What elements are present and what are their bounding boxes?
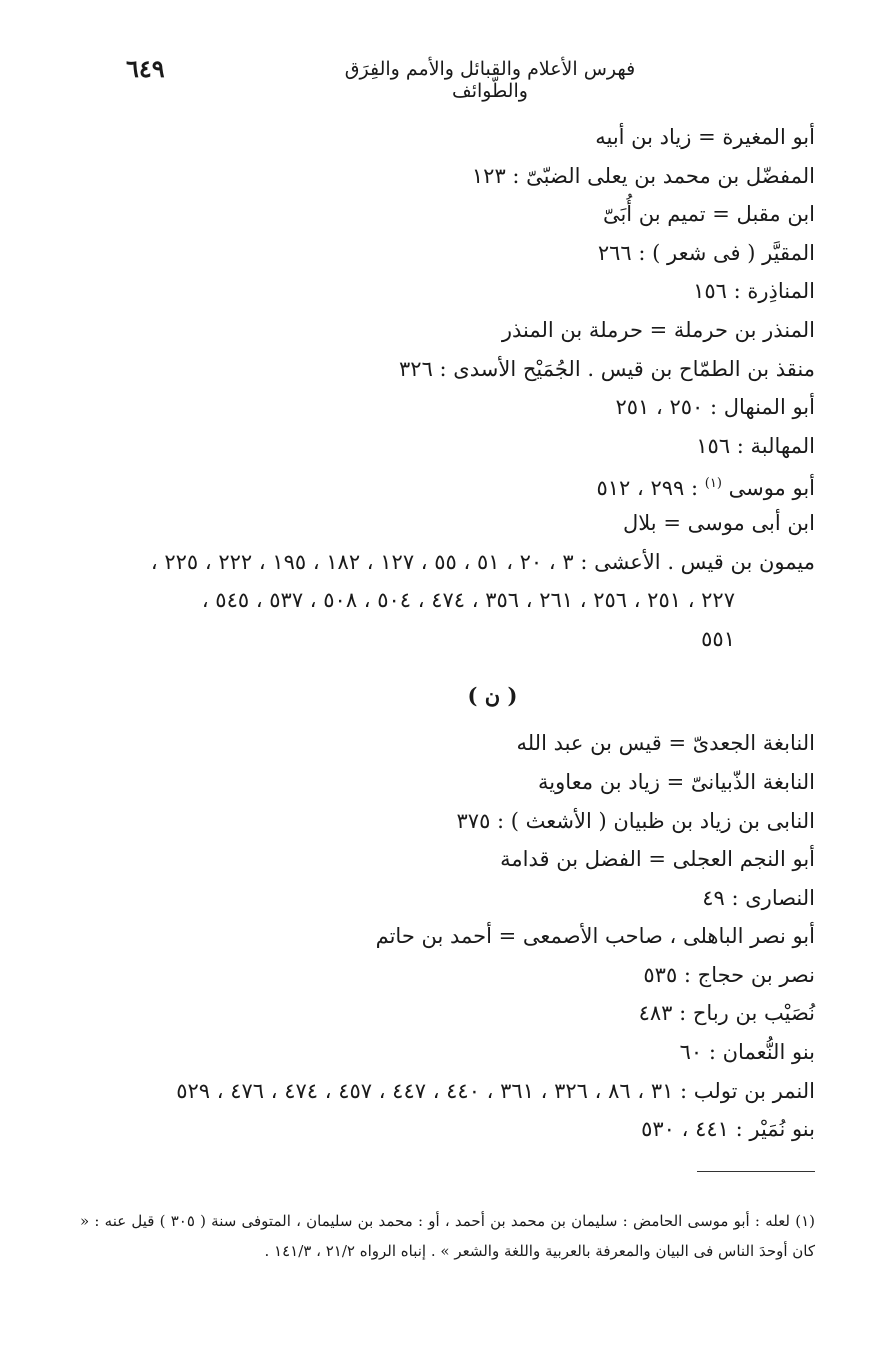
- page-number: ٦٤٩: [126, 54, 165, 83]
- index-entry: المفضّل بن محمد بن يعلى الضبّىّ : ١٢٣: [471, 163, 815, 188]
- index-entry: أبو نصر الباهلى ، صاحب الأصمعى = أحمد بن حاتم: [375, 924, 815, 949]
- index-entry: ميمون بن قيس . الأعشى : ٣ ، ٢٠ ، ٥١ ، ٥٥ ، ١٢٧ ، ١٨٢ ، ١٩٥ ، ٢٢٢ ، ٢٢٥ ،: [150, 549, 815, 574]
- index-entries: [90, 118, 815, 1149]
- footnote-divider: [697, 1171, 815, 1172]
- index-entry: المقيَّر ( فى شعر ) : ٢٦٦: [597, 240, 815, 265]
- entry-pages: : ٢٩٩ ، ٥١٢: [596, 476, 699, 501]
- index-entry: النمر بن تولب : ٣١ ، ٨٦ ، ٣٢٦ ، ٣٦١ ، ٤٤٠ ، ٤٤٧ ، ٤٥٧ ، ٤٧٤ ، ٤٧٦ ، ٥٢٩: [176, 1078, 815, 1103]
- section-heading-nun: ( ن ): [467, 683, 518, 709]
- index-entry: المهالبة : ١٥٦: [696, 433, 815, 458]
- index-entry: نُصَيْب بن رباح : ٤٨٣: [638, 1001, 815, 1026]
- index-entry: بنو النُّعمان : ٦٠: [679, 1040, 815, 1065]
- index-entry: النابغة الجعدىّ = قيس بن عبد الله: [516, 731, 815, 756]
- index-entry: أبو المنهال : ٢٥٠ ، ٢٥١: [615, 395, 815, 420]
- running-header: فهرس الأعلام والقبائل والأمم والفِرَق والطّوائف: [344, 58, 636, 102]
- index-entry: المنذر بن حرملة = حرملة بن المنذر: [501, 317, 815, 342]
- index-entry: النابى بن زياد بن ظبيان ( الأشعث ) : ٣٧٥: [456, 808, 815, 833]
- index-entry: أبو المغيرة = زياد بن أبيه: [595, 125, 815, 149]
- index-entry: ابن مقبل = تميم بن أُبَىّ: [602, 202, 815, 227]
- index-entry-continuation: ٥٥١: [701, 626, 735, 651]
- footnote-reference[interactable]: (١): [704, 476, 722, 492]
- index-entry: أبو النجم العجلى = الفضل بن قدامة: [500, 847, 815, 872]
- index-entry: بنو نُمَيْر : ٤٤١ ، ٥٣٠: [641, 1117, 815, 1142]
- index-entry: النصارى : ٤٩: [702, 885, 815, 910]
- index-entry: النابغة الذّبيانىّ = زياد بن معاوية: [538, 769, 815, 794]
- index-entry: ابن أبى موسى = بلال: [623, 510, 815, 535]
- index-entry-abu-musa: [90, 465, 815, 504]
- index-entry-continuation: ٢٢٧ ، ٢٥١ ، ٢٥٦ ، ٢٦١ ، ٣٥٦ ، ٤٧٤ ، ٥٠٤ ، ٥٠٨ ، ٥٣٧ ، ٥٤٥ ،: [201, 588, 735, 613]
- index-entry: المناذِرة : ١٥٦: [693, 279, 815, 304]
- footnote: (١) لعله : أبو موسى الحامض : سليمان بن محمد بن أحمد ، أو : محمد بن سليمان ، المتوفى سنة ( ٣٠٥ ) قيل عنه : « كان أوحدَ الناس فى البيان والمعرفة بالعربية واللغة والشعر » . إنباه الرواه ٢١/٢ ، ١٤١/٣ .: [80, 1212, 815, 1260]
- entry-name: أبو موسى: [728, 476, 815, 501]
- index-entry: نصر بن حجاج : ٥٣٥: [643, 962, 815, 987]
- index-entry: منقذ بن الطمّاح بن قيس . الجُمَيْح الأسدى : ٣٢٦: [399, 356, 815, 381]
